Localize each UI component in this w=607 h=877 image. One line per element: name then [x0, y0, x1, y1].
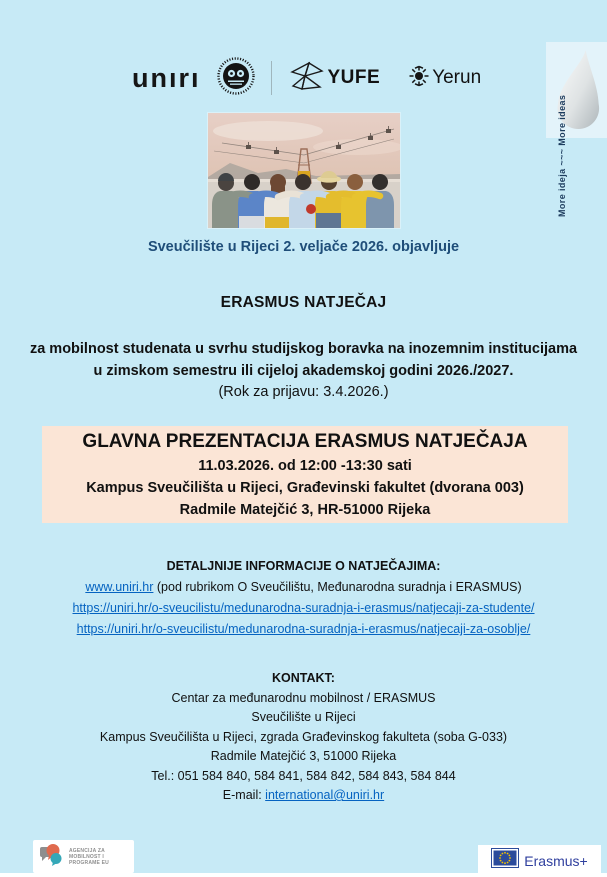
page-bottom-edge	[0, 873, 607, 877]
erasmus-plus-label: Erasmus+	[524, 852, 588, 869]
deadline-line: (Rok za prijavu: 3.4.2026.)	[218, 384, 389, 400]
publisher-line: Sveučilište u Rijeci 2. veljače 2026. objavljuje	[147, 239, 460, 255]
agency-line: PROGRAME EU	[69, 859, 109, 866]
yufe-star-icon	[290, 60, 324, 97]
contact-line: Centar za međunarodnu mobilnost / ERASMUS	[171, 690, 436, 705]
yerun-burst-icon	[408, 65, 430, 92]
description-line-1: za mobilnost studenata u svrhu studijskog boravka na inozemnim institucijama	[29, 341, 578, 357]
description	[0, 338, 607, 382]
agency-label	[69, 848, 109, 866]
info-section	[0, 556, 607, 640]
contact-section	[0, 669, 607, 806]
mobility-agency-logo	[33, 840, 134, 873]
agency-line: AGENCIJA ZA	[69, 847, 105, 854]
info-site-line	[0, 577, 607, 598]
info-link-line	[0, 619, 607, 640]
agency-line: MOBILNOST I	[69, 853, 104, 860]
info-site-note: (pod rubrikom O Sveučilištu, Međunarodna suradnja i ERASMUS)	[153, 580, 522, 594]
yerun-label: Yerun	[432, 67, 482, 88]
contact-line: Kampus Sveučilišta u Rijeci, zgrada Građevinskog fakulteta (soba G-033)	[99, 729, 508, 744]
page-title: ERASMUS NATJEČAJ	[220, 294, 387, 311]
contact-heading: KONTAKT:	[272, 671, 335, 685]
presentation-location: Kampus Sveučilišta u Rijeci, Građevinski fakultet (dvorana 003)	[86, 479, 524, 496]
speech-bubbles-icon	[39, 842, 65, 871]
yufe-label: YUFE	[327, 67, 381, 88]
contact-line: Sveučilište u Rijeci	[251, 710, 356, 724]
eu-flag-icon	[491, 848, 519, 873]
logo-divider	[271, 61, 272, 95]
description-line-2: u zimskom semestru ili cijeloj akademskoj godini 2026./2027.	[93, 363, 514, 379]
erasmus-plus-logo	[478, 845, 601, 876]
uniri-site-link[interactable]: www.uniri.hr	[85, 580, 154, 594]
contact-email-line	[0, 786, 607, 806]
presentation-box	[42, 426, 568, 523]
staff-competition-link[interactable]: https://uniri.hr/o-sveucilistu/medunarodna-suradnja-i-erasmus/natjecaji-za-osoblje/	[76, 622, 531, 636]
info-link-line	[0, 598, 607, 619]
presentation-datetime: 11.03.2026. od 12:00 -13:30 sati	[198, 457, 412, 474]
contact-line: Tel.: 051 584 840, 584 841, 584 842, 584 843, 584 844	[151, 768, 456, 783]
info-heading: DETALJNIJE INFORMACIJE O NATJEČAJIMA:	[166, 559, 441, 573]
header-logo-row	[132, 55, 481, 101]
university-seal-icon	[217, 57, 255, 100]
yerun-logo	[408, 65, 481, 92]
motto-vertical-text: More ideja ~~~ More ideas	[557, 94, 567, 218]
students-competition-link[interactable]: https://uniri.hr/o-sveucilistu/medunarodna-suradnja-i-erasmus/natjecaji-za-studente/	[72, 601, 535, 615]
friends-photo	[208, 113, 400, 228]
yufe-logo	[290, 60, 381, 97]
presentation-title: GLAVNA PREZENTACIJA ERASMUS NATJEČAJA	[82, 430, 528, 452]
email-link[interactable]: international@uniri.hr	[265, 788, 385, 802]
presentation-address: Radmile Matejčić 3, HR-51000 Rijeka	[179, 501, 431, 518]
email-label: E-mail:	[222, 788, 266, 802]
contact-line: Radmile Matejčić 3, 51000 Rijeka	[210, 749, 397, 763]
uniri-logo: unırı	[132, 63, 201, 93]
